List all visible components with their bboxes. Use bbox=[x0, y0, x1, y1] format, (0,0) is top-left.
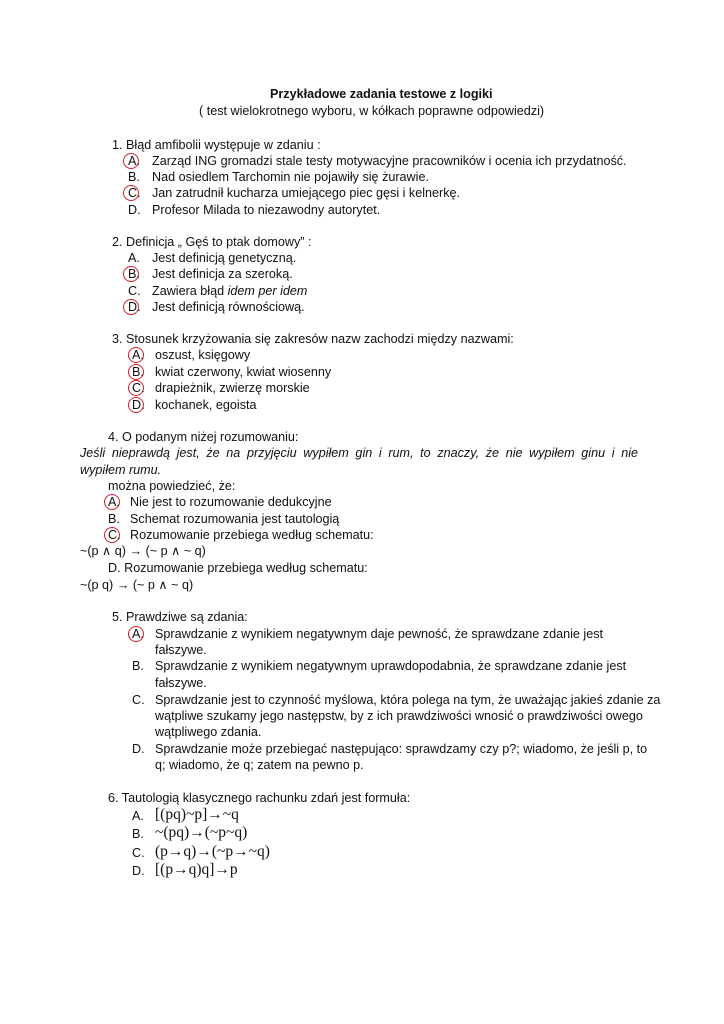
q2-option-b: Jest definicja za szeroką. bbox=[152, 267, 293, 281]
q5-text: 5. Prawdziwe są zdania: bbox=[112, 610, 248, 624]
q3-option-b-letter: B. bbox=[132, 365, 144, 379]
q1-option-c: Jan zatrudnił kucharza umiejącego piec gęsi i kelnerkę. bbox=[152, 186, 461, 200]
q1-option-a-letter: A. bbox=[128, 154, 140, 168]
q6-option-a-formula: [(pq)~p]→~q bbox=[155, 806, 239, 823]
q3-option-a: oszust, księgowy bbox=[155, 348, 251, 362]
q2-option-c-emphasis: idem per idem bbox=[227, 284, 308, 298]
q3-option-c: drapieżnik, zwierzę morskie bbox=[155, 381, 310, 395]
q4-option-c: Rozumowanie przebiega według schematu: bbox=[130, 528, 374, 542]
q6-option-c-letter: C. bbox=[132, 846, 145, 860]
q6-option-d-formula: [(p→q)q]→p bbox=[155, 861, 238, 878]
q4-option-a-letter: A. bbox=[108, 495, 120, 509]
q2-option-b-letter: B. bbox=[128, 267, 140, 281]
q1-option-b: Nad osiedlem Tarchomin nie pojawiły się żurawie. bbox=[152, 170, 429, 184]
q2-text: 2. Definicja „ Gęś to ptak domowy” : bbox=[112, 235, 312, 249]
q5-option-d-letter: D. bbox=[132, 742, 145, 756]
q4-quote-line2: wypiłem rumu. bbox=[80, 463, 162, 477]
q5-option-b-line2: fałszywe. bbox=[155, 676, 207, 690]
document-subtitle: ( test wielokrotnego wyboru, w kółkach poprawne odpowiedzi) bbox=[199, 104, 545, 118]
q6-option-b-letter: B. bbox=[132, 827, 144, 841]
q2-option-a: Jest definicją genetyczną. bbox=[152, 251, 297, 265]
q3-option-d-letter: D. bbox=[132, 398, 145, 412]
q5-option-a-line1: Sprawdzanie z wynikiem negatywnym daje pewność, że sprawdzane zdanie jest bbox=[155, 627, 604, 641]
q2-option-c-letter: C. bbox=[128, 284, 141, 298]
q3-option-b: kwiat czerwony, kwiat wiosenny bbox=[155, 365, 332, 379]
q4-option-d: D. Rozumowanie przebiega według schematu: bbox=[108, 561, 368, 575]
q4-lead: można powiedzieć, że: bbox=[108, 479, 236, 493]
q4-formula-d: ~(p q) → (~ p ∧ ~ q) bbox=[80, 578, 194, 592]
q2-option-d: Jest definicją równościową. bbox=[152, 300, 305, 314]
q5-option-b-letter: B. bbox=[132, 659, 144, 673]
q6-option-d-letter: D. bbox=[132, 864, 145, 878]
q1-option-b-letter: B. bbox=[128, 170, 140, 184]
q1-text: 1. Błąd amfibolii występuje w zdaniu : bbox=[112, 138, 321, 152]
q5-option-c-line3: wątpliwego zdania. bbox=[155, 725, 262, 739]
q5-option-d-line1: Sprawdzanie może przebiegać następująco: sprawdzamy czy p?; wiadomo, że jeśli p, to bbox=[155, 742, 648, 756]
q3-option-c-letter: C. bbox=[132, 381, 145, 395]
q5-option-a-line2: fałszywe. bbox=[155, 643, 207, 657]
document-title: Przykładowe zadania testowe z logiki bbox=[270, 87, 493, 101]
q4-text: 4. O podanym niżej rozumowaniu: bbox=[108, 430, 299, 444]
q4-option-b: Schemat rozumowania jest tautologią bbox=[130, 512, 340, 526]
q4-quote-line1: Jeśli nieprawdą jest, że na przyjęciu wypiłem gin i rum, to znaczy, że nie wypiłem ginu i nie bbox=[80, 446, 638, 460]
q1-option-d-letter: D. bbox=[128, 203, 141, 217]
q5-option-b-line1: Sprawdzanie z wynikiem negatywnym uprawdopodabnia, że sprawdzane zdanie jest bbox=[155, 659, 627, 673]
q6-option-a-letter: A. bbox=[132, 809, 144, 823]
q1-option-d: Profesor Milada to niezawodny autorytet. bbox=[152, 203, 381, 217]
q6-text: 6. Tautologią klasycznego rachunku zdań jest formuła: bbox=[108, 791, 411, 805]
q5-option-a-letter: A. bbox=[132, 627, 144, 641]
q6-option-c-formula: (p→q)→(~p→~q) bbox=[155, 843, 270, 860]
q2-option-c-text: Zawiera błąd bbox=[152, 284, 228, 298]
q5-option-c-line1: Sprawdzanie jest to czynność myślowa, która polega na tym, że uważając jakieś zdanie za bbox=[155, 693, 661, 707]
q5-option-c-line2: wątpliwe szukamy jego następstw, by z ich prawdziwości wnosić o prawdziwości owego bbox=[155, 709, 643, 723]
q1-option-a: Zarząd ING gromadzi stale testy motywacyjne pracowników i ocenia ich przydatność. bbox=[152, 154, 627, 168]
q3-text: 3. Stosunek krzyżowania się zakresów nazw zachodzi między nazwami: bbox=[112, 332, 514, 346]
q2-option-c bbox=[152, 283, 307, 299]
q4-option-b-letter: B. bbox=[108, 512, 120, 526]
q4-option-c-letter: C. bbox=[108, 528, 121, 542]
q2-option-a-letter: A. bbox=[128, 251, 140, 265]
q1-option-c-letter: C. bbox=[128, 186, 141, 200]
q4-option-a: Nie jest to rozumowanie dedukcyjne bbox=[130, 495, 332, 509]
q3-option-d: kochanek, egoista bbox=[155, 398, 257, 412]
q6-option-b-formula: ~(pq)→(~p~q) bbox=[155, 824, 248, 841]
q5-option-d-line2: q; wiadomo, że q; zatem na pewno p. bbox=[155, 758, 364, 772]
q4-formula-c: ~(p ∧ q) → (~ p ∧ ~ q) bbox=[80, 544, 206, 558]
q3-option-a-letter: A. bbox=[132, 348, 144, 362]
q2-option-d-letter: D. bbox=[128, 300, 141, 314]
q5-option-c-letter: C. bbox=[132, 693, 145, 707]
